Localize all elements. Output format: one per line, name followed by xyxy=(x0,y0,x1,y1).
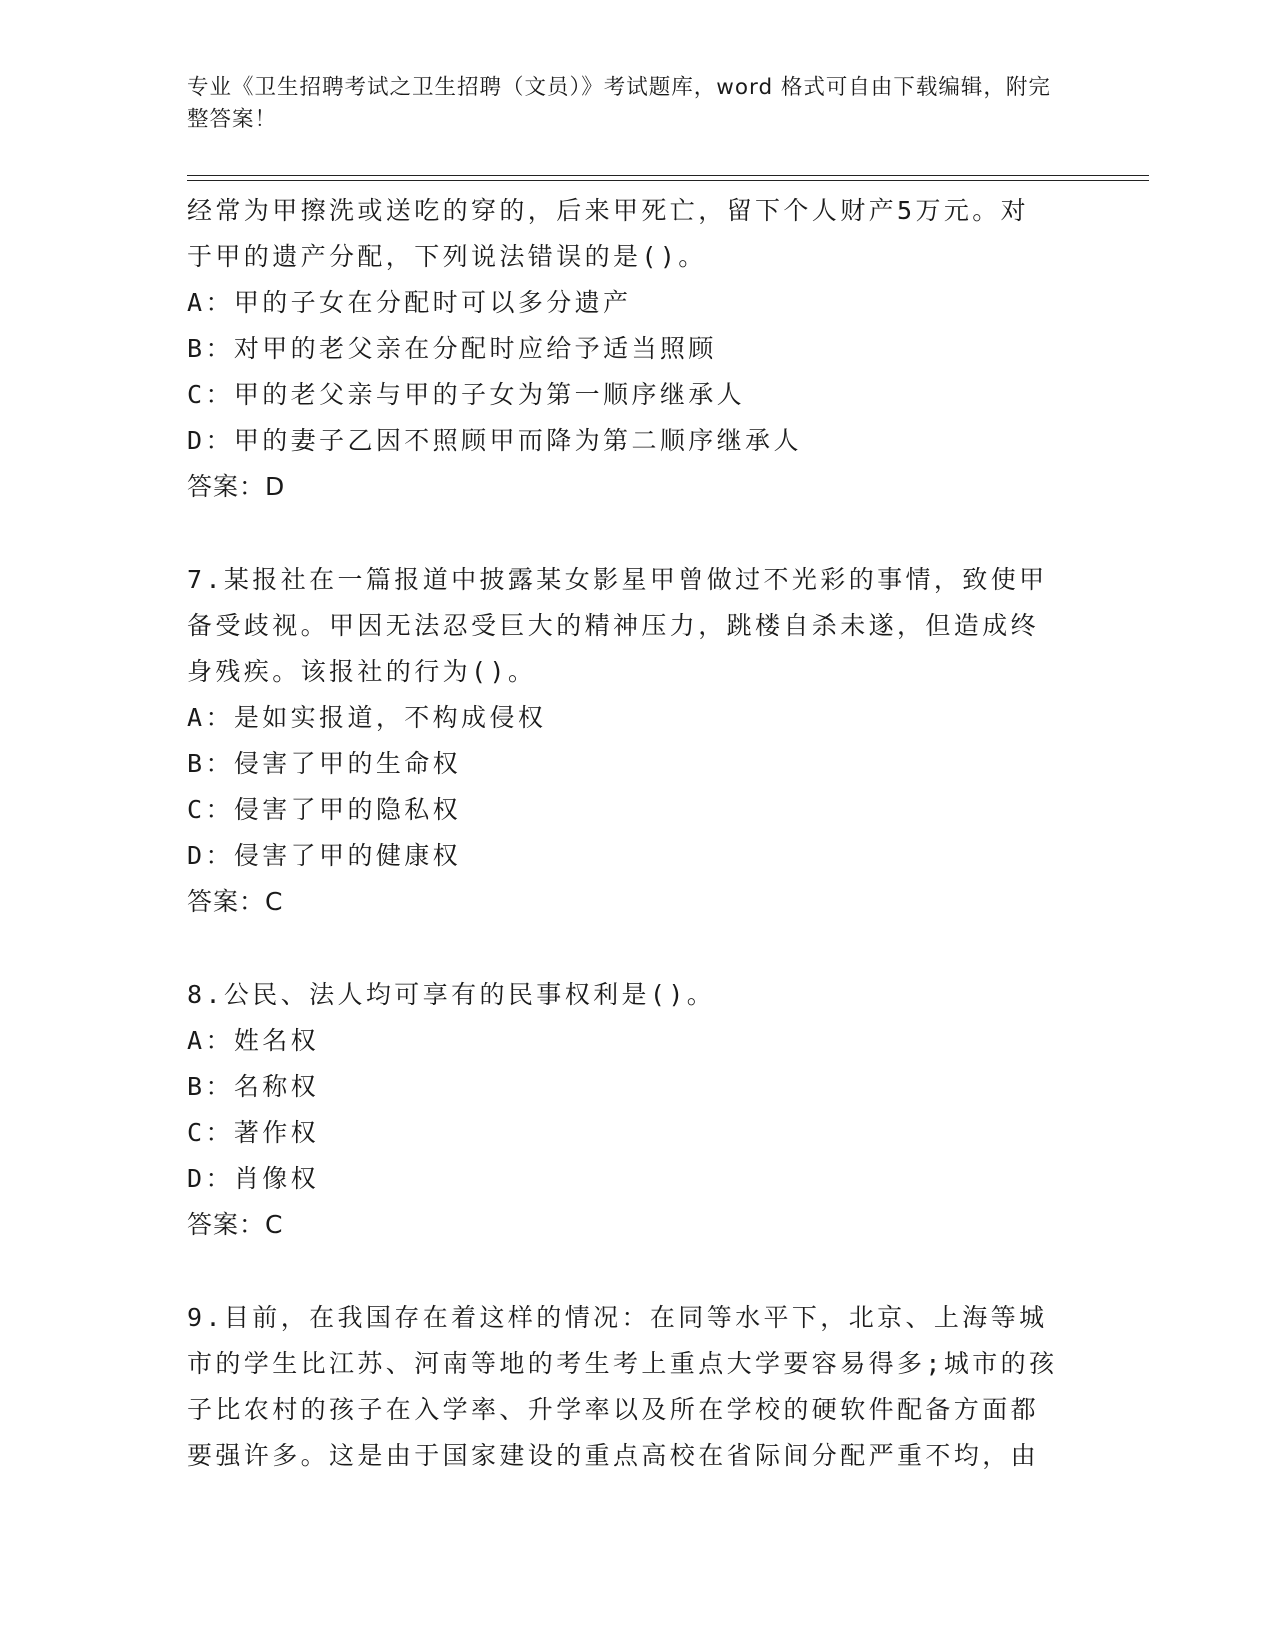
question-text-line: 备受歧视。甲因无法忍受巨大的精神压力，跳楼自杀未遂，但造成终 xyxy=(187,611,1040,640)
option-b: B：对甲的老父亲在分配时应给予适当照顾 xyxy=(187,334,717,363)
header-divider xyxy=(187,175,1149,181)
answer: 答案：C xyxy=(187,1210,284,1239)
question-text-line: 8.公民、法人均可享有的民事权利是()。 xyxy=(187,980,716,1009)
question-9 xyxy=(187,1295,1087,1479)
question-8 xyxy=(187,972,1087,1248)
question-text-line: 身残疾。该报社的行为()。 xyxy=(187,657,537,686)
option-c: C：著作权 xyxy=(187,1118,320,1147)
question-text-line: 子比农村的孩子在入学率、升学率以及所在学校的硬软件配备方面都 xyxy=(187,1395,1040,1424)
question-7 xyxy=(187,557,1087,925)
option-d: D：肖像权 xyxy=(187,1164,320,1193)
option-c: C：甲的老父亲与甲的子女为第一顺序继承人 xyxy=(187,380,746,409)
header-title: 专业《卫生招聘考试之卫生招聘（文员）》考试题库，word 格式可自由下载编辑，附完整答案！ xyxy=(187,75,1051,132)
answer: 答案：D xyxy=(187,472,286,501)
option-a: A：是如实报道，不构成侵权 xyxy=(187,703,547,732)
page-header xyxy=(187,72,1067,136)
question-6 xyxy=(187,188,1087,510)
question-list xyxy=(187,188,1087,1479)
question-text-line: 于甲的遗产分配，下列说法错误的是()。 xyxy=(187,242,707,271)
option-c: C：侵害了甲的隐私权 xyxy=(187,795,462,824)
option-b: B：名称权 xyxy=(187,1072,320,1101)
question-text-line: 9.目前，在我国存在着这样的情况：在同等水平下，北京、上海等城 xyxy=(187,1303,1048,1332)
question-text-line: 经常为甲擦洗或送吃的穿的，后来甲死亡，留下个人财产5万元。对 xyxy=(187,196,1030,225)
question-text-line: 7.某报社在一篇报道中披露某女影星甲曾做过不光彩的事情，致使甲 xyxy=(187,565,1048,594)
option-d: D：侵害了甲的健康权 xyxy=(187,841,462,870)
option-d: D：甲的妻子乙因不照顾甲而降为第二顺序继承人 xyxy=(187,426,802,455)
answer: 答案：C xyxy=(187,887,284,916)
option-a: A：姓名权 xyxy=(187,1026,320,1055)
option-a: A：甲的子女在分配时可以多分遗产 xyxy=(187,288,632,317)
option-b: B：侵害了甲的生命权 xyxy=(187,749,462,778)
question-text-line: 要强许多。这是由于国家建设的重点高校在省际间分配严重不均，由 xyxy=(187,1441,1040,1470)
question-text-line: 市的学生比江苏、河南等地的考生考上重点大学要容易得多;城市的孩 xyxy=(187,1349,1058,1378)
